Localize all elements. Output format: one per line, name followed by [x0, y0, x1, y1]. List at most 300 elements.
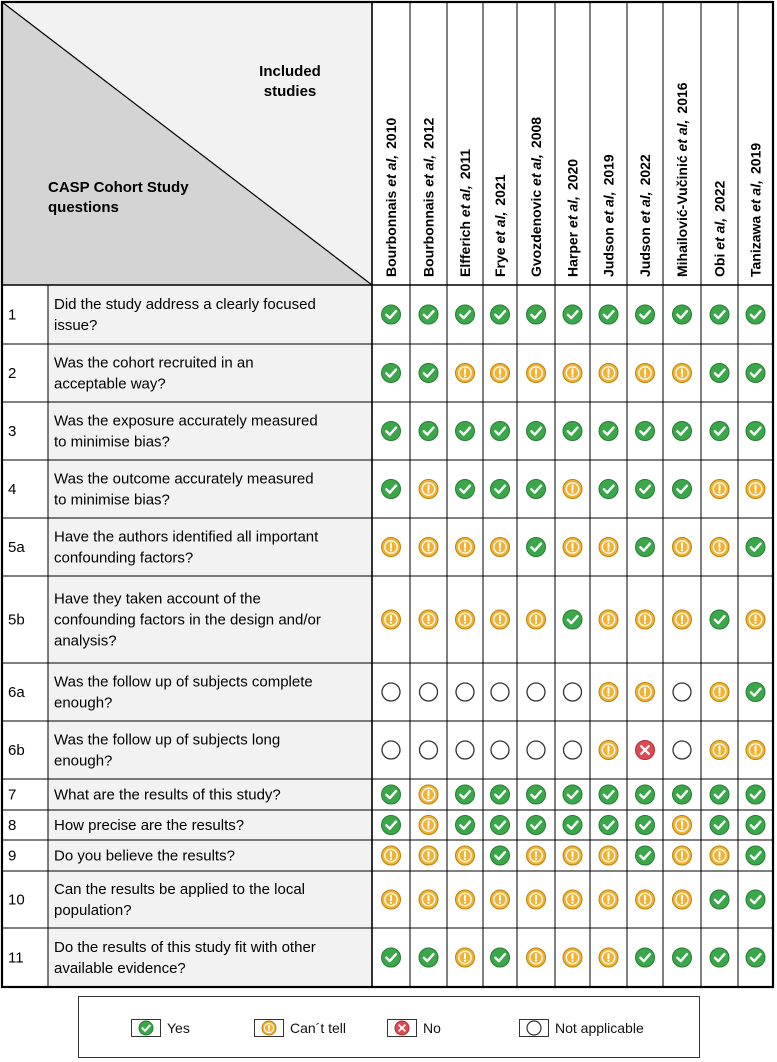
legend-no-label: No — [423, 1020, 441, 1036]
yes-icon — [673, 305, 692, 324]
yes-icon — [673, 422, 692, 441]
icon-disc — [382, 364, 401, 383]
cant-tell-icon — [491, 610, 510, 629]
icon-dot — [718, 694, 720, 696]
icon-disc — [563, 610, 582, 629]
study-author: Elfferich — [457, 217, 473, 277]
icon-dot — [427, 827, 429, 829]
icon-dot — [571, 858, 573, 860]
yes-icon — [382, 948, 401, 967]
icon-disc — [673, 948, 692, 967]
question-text-line: analysis? — [54, 632, 117, 650]
question-text-line: Was the outcome accurately measured — [54, 470, 314, 488]
cant-tell-icon — [710, 846, 729, 865]
not-applicable-icon — [519, 1019, 549, 1037]
icon-disc — [419, 422, 438, 441]
icon-dot — [754, 622, 756, 624]
question-id: 1 — [8, 306, 17, 324]
icon-disc — [456, 683, 474, 701]
cant-tell-icon — [563, 846, 582, 865]
question-id: 7 — [8, 786, 17, 804]
icon-disc — [491, 785, 510, 804]
icon-disc — [527, 741, 545, 759]
icon-disc — [746, 538, 765, 557]
icon-disc — [673, 683, 691, 701]
yes-icon — [746, 422, 765, 441]
icon-dot — [681, 622, 683, 624]
study-name-2 — [457, 149, 473, 277]
icon-disc — [382, 305, 401, 324]
icon-dot — [571, 902, 573, 904]
icon-disc — [563, 305, 582, 324]
cant-tell-icon — [673, 538, 692, 557]
icon-disc — [491, 846, 510, 865]
icon-dot — [427, 902, 429, 904]
icon-dot — [390, 858, 392, 860]
icon-dot — [718, 491, 720, 493]
study-author: Bourbonnais — [420, 186, 437, 277]
not-applicable-icon — [564, 683, 582, 701]
yes-icon — [419, 305, 438, 324]
question-text-line: confounding factors? — [54, 549, 194, 567]
included-studies-label-line: Included — [259, 63, 321, 80]
question-text-line: enough? — [54, 694, 113, 712]
icon-dot — [390, 902, 392, 904]
yes-icon — [710, 610, 729, 629]
icon-disc — [710, 948, 729, 967]
yes-icon — [456, 785, 475, 804]
study-et-al: et al, — [383, 154, 399, 187]
study-et-al: et al, — [747, 180, 764, 212]
question-cell-bg — [48, 871, 372, 928]
icon-dot — [427, 549, 429, 551]
yes-icon — [527, 305, 546, 324]
yes-icon — [382, 422, 401, 441]
cant-tell-icon — [382, 846, 401, 865]
yes-icon — [419, 422, 438, 441]
question-id: 5b — [8, 611, 25, 629]
study-name-6 — [601, 154, 617, 277]
question-text-line: confounding factors in the design and/or — [54, 611, 321, 629]
study-et-al: et al, — [637, 191, 653, 224]
yes-icon — [491, 422, 510, 441]
cant-tell-icon — [636, 364, 655, 383]
icon-dot — [718, 858, 720, 860]
icon-dot — [499, 549, 501, 551]
icon-disc — [456, 480, 475, 499]
study-name-9 — [712, 181, 728, 277]
cant-tell-icon — [599, 948, 618, 967]
study-name-10 — [748, 143, 764, 277]
icon-disc — [420, 741, 438, 759]
question-id: 8 — [8, 817, 17, 834]
icon-disc — [382, 785, 401, 804]
icon-dot — [607, 549, 609, 551]
cant-tell-icon — [599, 610, 618, 629]
icon-dot — [464, 375, 466, 377]
yes-icon — [527, 538, 546, 557]
icon-dot — [427, 797, 429, 799]
icon-disc — [420, 683, 438, 701]
cant-tell-icon — [673, 846, 692, 865]
cant-tell-icon — [382, 610, 401, 629]
cant-tell-icon — [746, 610, 765, 629]
icon-dot — [681, 858, 683, 860]
icon-disc — [599, 480, 618, 499]
icon-disc — [599, 305, 618, 324]
cant-tell-icon — [527, 610, 546, 629]
cant-tell-icon — [563, 948, 582, 967]
question-cell-bg — [48, 663, 372, 721]
icon-disc — [382, 422, 401, 441]
yes-icon — [382, 480, 401, 499]
icon-dot — [607, 902, 609, 904]
icon-disc — [746, 785, 765, 804]
yes-icon — [491, 948, 510, 967]
cant-tell-icon — [563, 538, 582, 557]
icon-dot — [390, 549, 392, 551]
icon-disc — [710, 422, 729, 441]
question-cell-bg — [48, 460, 372, 518]
question-cell-bg — [48, 285, 372, 344]
icon-dot — [718, 549, 720, 551]
cant-tell-icon — [419, 785, 438, 804]
icon-disc — [382, 480, 401, 499]
not-applicable-icon — [456, 683, 474, 701]
icon-dot — [464, 858, 466, 860]
icon-dot — [644, 694, 646, 696]
study-author: Bourbonnais — [383, 186, 399, 277]
icon-dot — [499, 902, 501, 904]
yes-icon — [527, 422, 546, 441]
question-text-line: Was the exposure accurately measured — [54, 412, 318, 430]
yes-icon — [456, 480, 475, 499]
yes-icon — [636, 948, 655, 967]
no-icon — [387, 1019, 417, 1037]
icon-disc — [456, 741, 474, 759]
icon-dot — [607, 375, 609, 377]
question-text-line: to minimise bias? — [54, 491, 170, 509]
cant-tell-icon — [673, 610, 692, 629]
yes-icon — [746, 364, 765, 383]
icon-dot — [464, 960, 466, 962]
cant-tell-icon — [673, 890, 692, 909]
question-text-line: acceptable way? — [54, 375, 166, 393]
icon-dot — [607, 960, 609, 962]
question-text-line: Was the follow up of subjects long — [54, 731, 281, 749]
cant-tell-icon — [254, 1019, 284, 1037]
cant-tell-icon — [527, 846, 546, 865]
icon-disc — [527, 785, 546, 804]
icon-disc — [456, 305, 475, 324]
yes-icon — [746, 846, 765, 865]
icon-dot — [681, 827, 683, 829]
icon-disc — [456, 785, 475, 804]
not-applicable-icon — [382, 683, 400, 701]
yes-icon — [636, 480, 655, 499]
yes-icon — [419, 948, 438, 967]
icon-dot — [571, 375, 573, 377]
yes-icon — [710, 305, 729, 324]
yes-icon — [599, 422, 618, 441]
cant-tell-icon — [746, 480, 765, 499]
question-text-line: Do the results of this study fit with other — [54, 939, 316, 956]
icon-disc — [710, 890, 729, 909]
icon-disc — [710, 785, 729, 804]
yes-icon — [456, 305, 475, 324]
icon-disc — [491, 683, 509, 701]
yes-icon — [491, 816, 510, 835]
study-year: 2016 — [674, 82, 690, 114]
yes-icon — [599, 785, 618, 804]
legend-yes-label: Yes — [167, 1020, 190, 1036]
icon-disc — [710, 816, 729, 835]
yes-icon — [710, 422, 729, 441]
icon-dot — [644, 902, 646, 904]
question-text-line: Was the cohort recruited in an — [54, 354, 254, 372]
cant-tell-icon — [636, 683, 655, 702]
icon-disc — [382, 741, 400, 759]
yes-icon — [527, 785, 546, 804]
study-author: Obi — [711, 249, 728, 277]
included-studies-label-line: studies — [263, 83, 317, 100]
icon-dot — [607, 694, 609, 696]
yes-icon — [746, 785, 765, 804]
cant-tell-icon — [527, 948, 546, 967]
legend-no — [387, 1019, 441, 1037]
question-id: 2 — [8, 365, 17, 382]
study-name-1 — [421, 118, 437, 277]
study-year: 2019 — [600, 154, 617, 186]
not-applicable-icon — [456, 741, 474, 759]
icon-disc — [527, 305, 546, 324]
icon-disc — [746, 948, 765, 967]
yes-icon — [710, 890, 729, 909]
icon-dot — [464, 549, 466, 551]
icon-disc — [710, 610, 729, 629]
question-text — [54, 848, 235, 865]
question-text-line: Do you believe the results? — [54, 847, 235, 865]
study-year: 2019 — [747, 142, 764, 174]
yes-icon — [746, 538, 765, 557]
icon-disc — [746, 305, 765, 324]
icon-dot — [535, 858, 537, 860]
icon-dot — [535, 902, 537, 904]
question-text-line: Can the results be applied to the local — [54, 881, 305, 898]
icon-disc — [599, 422, 618, 441]
question-text-line: Was the follow up of subjects complete — [54, 673, 313, 691]
icon-dot — [535, 960, 537, 962]
cant-tell-icon — [636, 610, 655, 629]
legend-yes — [131, 1019, 190, 1037]
yes-icon — [131, 1019, 161, 1037]
question-text-line: How precise are the results? — [54, 817, 245, 834]
question-cell-bg — [48, 402, 372, 460]
question-text-line: population? — [54, 902, 132, 919]
question-text — [54, 787, 281, 804]
question-text-line: enough? — [54, 752, 113, 770]
study-year: 2012 — [420, 117, 437, 149]
study-et-al: et al, — [492, 211, 508, 244]
question-text — [54, 817, 244, 834]
yes-icon — [382, 816, 401, 835]
cant-tell-icon — [382, 890, 401, 909]
icon-dot — [644, 622, 646, 624]
question-cell-bg — [48, 344, 372, 402]
icon-dot — [681, 375, 683, 377]
study-author: Judson — [600, 223, 617, 277]
cant-tell-icon — [673, 816, 692, 835]
icon-disc — [527, 422, 546, 441]
yes-icon — [382, 305, 401, 324]
icon-disc — [564, 683, 582, 701]
study-et-al: et al, — [674, 119, 690, 152]
cant-tell-icon — [491, 364, 510, 383]
yes-icon — [563, 816, 582, 835]
icon-disc — [491, 741, 509, 759]
icon-disc — [491, 305, 510, 324]
cant-tell-icon — [599, 846, 618, 865]
question-text-line: to minimise bias? — [54, 433, 170, 451]
question-id: 10 — [8, 891, 25, 909]
legend-cant-tell-label: Can´t tell — [290, 1020, 347, 1036]
study-year: 2008 — [528, 116, 544, 149]
question-text-line: issue? — [54, 317, 98, 334]
icon-dot — [571, 549, 573, 551]
yes-icon — [673, 480, 692, 499]
icon-dot — [681, 549, 683, 551]
icon-disc — [456, 422, 475, 441]
question-id: 4 — [8, 481, 17, 498]
legend-not-applicable — [519, 1019, 644, 1037]
cant-tell-icon — [599, 741, 618, 760]
study-author: Harper — [564, 227, 581, 277]
cant-tell-icon — [419, 890, 438, 909]
cant-tell-icon — [673, 364, 692, 383]
icon-dot — [535, 622, 537, 624]
icon-disc — [673, 741, 691, 759]
question-cell-bg — [48, 721, 372, 779]
yes-icon — [636, 305, 655, 324]
icon-disc — [527, 538, 546, 557]
icon-dot — [754, 491, 756, 493]
yes-icon — [746, 948, 765, 967]
question-id: 6b — [8, 742, 25, 759]
not-applicable-icon — [491, 741, 509, 759]
icon-dot — [464, 902, 466, 904]
not-applicable-icon — [673, 683, 691, 701]
cant-tell-icon — [710, 480, 729, 499]
question-id: 5a — [8, 539, 25, 556]
study-year: 2011 — [457, 148, 473, 180]
study-name-0 — [383, 118, 399, 277]
yes-icon — [636, 538, 655, 557]
icon-disc — [382, 948, 401, 967]
cant-tell-icon — [419, 846, 438, 865]
cant-tell-icon — [710, 741, 729, 760]
cant-tell-icon — [456, 846, 475, 865]
cant-tell-icon — [710, 683, 729, 702]
icon-disc — [710, 364, 729, 383]
study-et-al: et al, — [564, 196, 581, 228]
cant-tell-icon — [456, 538, 475, 557]
icon-dot — [427, 491, 429, 493]
icon-disc — [673, 785, 692, 804]
icon-disc — [419, 364, 438, 383]
study-author: Frye — [492, 243, 508, 277]
question-cell-bg — [48, 928, 372, 987]
icon-disc — [710, 305, 729, 324]
yes-icon — [636, 846, 655, 865]
study-et-al: et al, — [711, 217, 728, 250]
icon-dot — [427, 622, 429, 624]
not-applicable-icon — [491, 683, 509, 701]
icon-dot — [499, 622, 501, 624]
icon-disc — [673, 480, 692, 499]
icon-dot — [535, 375, 537, 377]
study-et-al: et al, — [528, 154, 544, 186]
no-icon — [636, 741, 655, 760]
icon-disc — [564, 741, 582, 759]
legend-cant-tell — [254, 1019, 346, 1037]
yes-icon — [563, 610, 582, 629]
study-year: 2022 — [637, 154, 653, 186]
icon-disc — [746, 422, 765, 441]
icon-dot — [427, 858, 429, 860]
cant-tell-icon — [419, 538, 438, 557]
icon-disc — [746, 890, 765, 909]
icon-disc — [746, 816, 765, 835]
study-name-4 — [528, 117, 544, 277]
casp-questions-label-line: questions — [48, 199, 119, 216]
study-author: Gvozdenovic — [528, 185, 544, 277]
casp-questions-label-line: CASP Cohort Study — [48, 179, 189, 196]
icon-disc — [636, 846, 655, 865]
icon-disc — [491, 422, 510, 441]
icon-disc — [636, 480, 655, 499]
icon-disc — [636, 422, 655, 441]
not-applicable-icon — [420, 683, 438, 701]
cant-tell-icon — [746, 741, 765, 760]
yes-icon — [746, 683, 765, 702]
yes-icon — [599, 480, 618, 499]
icon-disc — [563, 785, 582, 804]
legend — [78, 996, 700, 1058]
icon-disc — [636, 538, 655, 557]
question-text-line: Have the authors identified all important — [54, 528, 319, 546]
icon-dot — [464, 622, 466, 624]
icon-dot — [607, 858, 609, 860]
question-id: 9 — [8, 847, 17, 865]
study-year: 2010 — [383, 117, 399, 149]
not-applicable-icon — [673, 741, 691, 759]
cant-tell-icon — [419, 816, 438, 835]
study-author: Tanizawa — [747, 211, 764, 277]
cant-tell-icon — [456, 364, 475, 383]
icon-disc — [636, 948, 655, 967]
yes-icon — [673, 785, 692, 804]
yes-icon — [491, 785, 510, 804]
not-applicable-icon — [382, 741, 400, 759]
yes-icon — [527, 816, 546, 835]
icon-dot — [499, 375, 501, 377]
yes-icon — [382, 785, 401, 804]
not-applicable-icon — [420, 741, 438, 759]
yes-icon — [710, 816, 729, 835]
yes-icon — [419, 364, 438, 383]
study-name-3 — [492, 174, 508, 277]
cant-tell-icon — [710, 538, 729, 557]
